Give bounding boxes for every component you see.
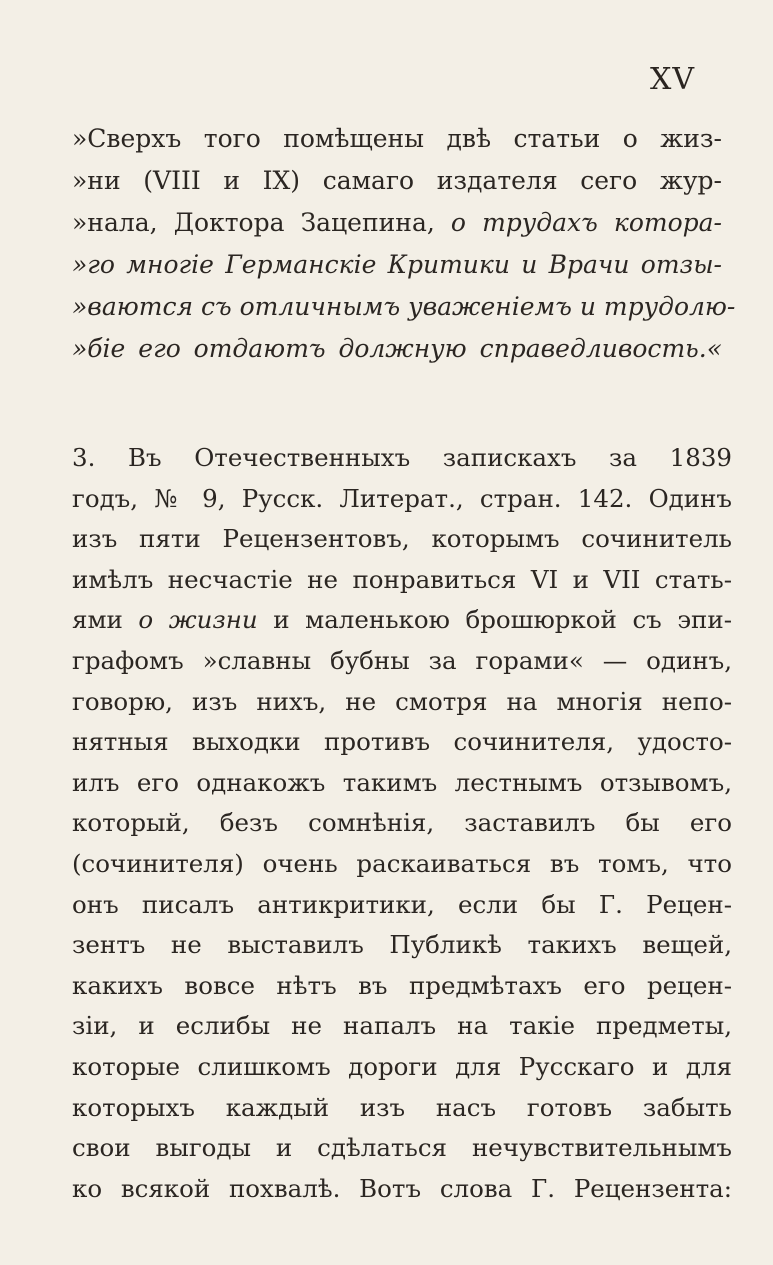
numbered-section bbox=[72, 438, 732, 1209]
quote-line: »ваются съ отличнымъ уваженіемъ и трудолю- bbox=[72, 292, 736, 321]
quote-line: »ни (VIII и IX) самаго издателя сего жур- bbox=[72, 166, 722, 195]
quoted-passage bbox=[72, 118, 736, 370]
quote-line: »біе его отдаютъ должную справедливость.« bbox=[72, 334, 722, 363]
body-line: 3. Въ Отечественныхъ запискахъ за 1839 bbox=[72, 443, 732, 472]
body-line: (сочинителя) очень раскаиваться въ томъ, что bbox=[72, 848, 732, 878]
quote-line bbox=[72, 202, 722, 244]
body-line: ко всякой похвалѣ. Вотъ слова Г. Рецензента: bbox=[72, 1173, 732, 1203]
body-line: графомъ »славны бубны за горами« — одинъ, bbox=[72, 645, 732, 675]
quote-line-italic: о трудахъ котора- bbox=[450, 208, 723, 237]
body-line: илъ его однакожъ такимъ лестнымъ отзывомъ, bbox=[72, 767, 732, 797]
body-line: изъ пяти Рецензентовъ, которымъ сочинитель bbox=[72, 524, 732, 554]
quote-line: »го многіе Германскіе Критики и Врачи отзы- bbox=[72, 250, 722, 279]
body-line: который, безъ сомнѣнія, заставилъ бы его bbox=[72, 808, 732, 838]
quote-line: »Сверхъ того помѣщены двѣ статьи о жиз- bbox=[72, 124, 722, 153]
body-line: которыхъ каждый изъ насъ готовъ забыть bbox=[72, 1092, 732, 1122]
body-line: которые слишкомъ дороги для Русскаго и для bbox=[72, 1051, 732, 1081]
body-line-after: и маленькою брошюркой съ эпи- bbox=[257, 605, 732, 635]
body-line: зіи, и еслибы не напалъ на такіе предметы, bbox=[72, 1011, 732, 1041]
quote-line-plain: »нала, Доктора Зацепина, bbox=[72, 208, 451, 237]
body-line: имѣлъ несчастіе не понравиться VI и VII стать- bbox=[72, 564, 732, 594]
body-line: онъ писалъ антикритики, если бы Г. Рецен- bbox=[72, 889, 732, 919]
body-line: свои выгоды и сдѣлаться нечувствительнымъ bbox=[72, 1133, 732, 1163]
body-line: нятныя выходки противъ сочинителя, удосто- bbox=[72, 727, 732, 757]
body-line-before: ями bbox=[72, 605, 139, 635]
body-line bbox=[72, 600, 732, 641]
body-line-italic: о жизни bbox=[138, 605, 258, 635]
body-line: говорю, изъ нихъ, не смотря на многія непо- bbox=[72, 686, 732, 716]
page-number: XV bbox=[649, 62, 695, 97]
body-line: зентъ не выставилъ Публикѣ такихъ вещей, bbox=[72, 930, 732, 960]
body-line: годъ, № 9, Русск. Литерат., стран. 142. Одинъ bbox=[72, 483, 732, 513]
body-line: какихъ вовсе нѣтъ въ предмѣтахъ его рецен- bbox=[72, 970, 732, 1000]
